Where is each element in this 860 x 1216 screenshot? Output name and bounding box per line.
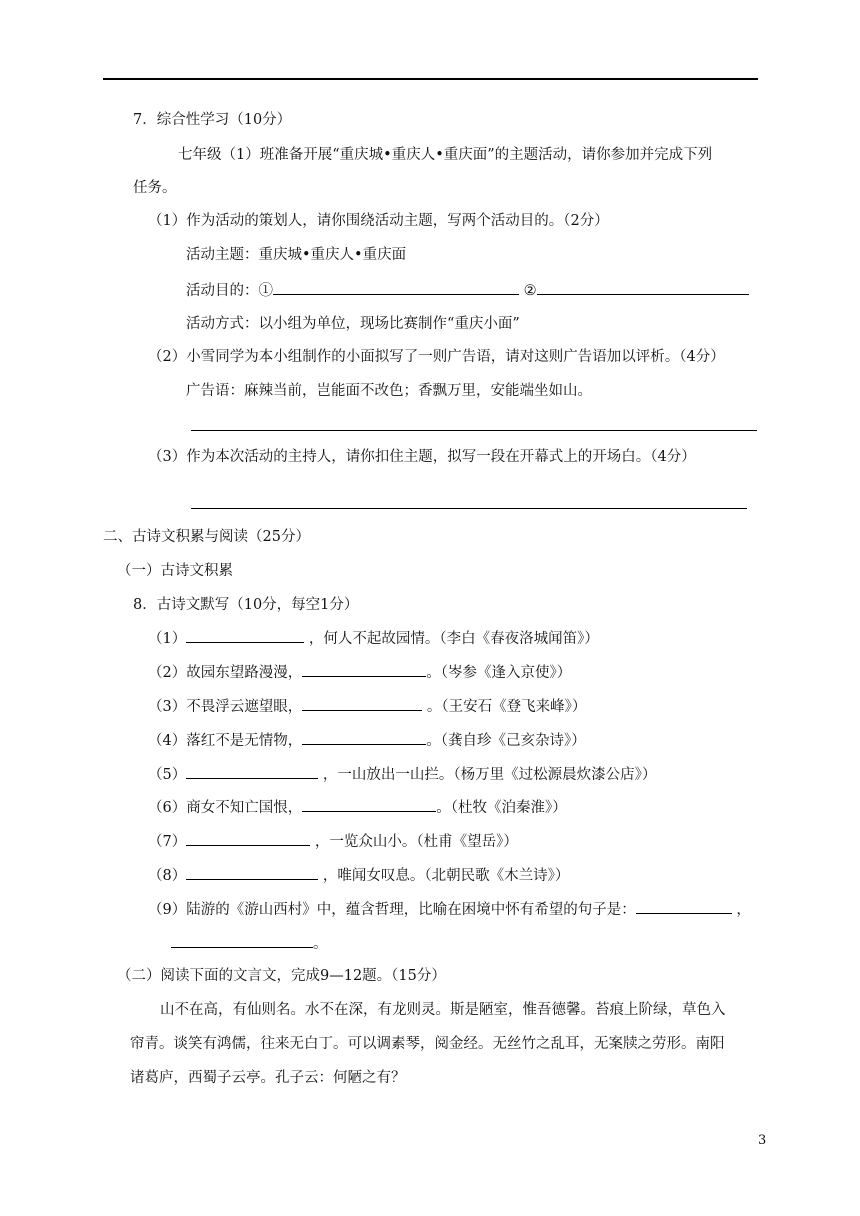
- purpose-2-marker: ②: [523, 283, 537, 299]
- activity-purpose-row: [186, 280, 749, 301]
- q7-intro-line2: 任务。: [133, 180, 177, 196]
- page-number: 3: [758, 1133, 767, 1148]
- subsection1-title: （一）古诗文积累: [117, 563, 233, 579]
- poem-item-8: （8） ，唯闻女叹息。（北朝民歌《木兰诗》）: [148, 865, 569, 886]
- poem-item-4: （4）落红不是无情物， 。（龚自珍《己亥杂诗》）: [148, 730, 586, 751]
- poem-item-9-cont: 。: [171, 933, 328, 954]
- q8-title: 8．古诗文默写（10分，每空1分）: [133, 597, 359, 613]
- q7-part3: （3）作为本次活动的主持人，请你扣住主题，拟写一段在开幕式上的开场白。（4分）: [148, 449, 696, 465]
- activity-theme: 活动主题：重庆城•重庆人•重庆面: [186, 247, 407, 263]
- subsection2-title: （二）阅读下面的文言文，完成9—12题。（15分）: [117, 968, 446, 984]
- q7-part1: （1）作为活动的策划人，请你围绕活动主题，写两个活动目的。（2分）: [148, 213, 609, 229]
- passage-line3: 诸葛庐，西蜀子云亭。孔子云：何陋之有？: [130, 1070, 406, 1086]
- passage-line1: 山不在高，有仙则名。水不在深，有龙则灵。斯是陋室，惟吾德馨。苔痕上阶绿，草色入: [160, 1002, 726, 1018]
- purpose-blank-2[interactable]: [537, 280, 749, 295]
- poem-blank-8[interactable]: [186, 865, 318, 880]
- poem-item-3: （3）不畏浮云遮望眼， 。（王安石《登飞来峰》）: [148, 696, 586, 717]
- answer-line-part3[interactable]: [191, 508, 747, 509]
- poem-item-6: （6）商女不知亡国恨， 。（杜牧《泊秦淮》）: [148, 797, 567, 818]
- poem-blank-3[interactable]: [302, 696, 422, 711]
- poem-blank-9a[interactable]: [636, 899, 732, 914]
- q7-title: 7．综合性学习（10分）: [133, 112, 292, 128]
- poem-blank-6[interactable]: [302, 797, 436, 812]
- poem-blank-9b[interactable]: [171, 933, 313, 948]
- header-rule: [103, 78, 758, 80]
- activity-method: 活动方式：以小组为单位，现场比赛制作“重庆小面”: [186, 316, 520, 332]
- poem-blank-4[interactable]: [302, 730, 426, 745]
- poem-blank-5[interactable]: [186, 764, 318, 779]
- q7-intro-line1: 七年级（1）班准备开展“重庆城•重庆人•重庆面”的主题活动，请你参加并完成下列: [178, 147, 713, 163]
- poem-item-5: （5） ，一山放出一山拦。（杨万里《过松源晨炊漆公店》）: [148, 764, 656, 785]
- poem-blank-1[interactable]: [186, 628, 304, 643]
- section2-title: 二、古诗文积累与阅读（25分）: [103, 529, 310, 545]
- poem-item-2: （2）故园东望路漫漫， 。（岑参《逢入京使》）: [148, 662, 571, 683]
- poem-item-9: （9）陆游的《游山西村》中，蕴含哲理，比喻在困境中怀有希望的句子是： ，: [148, 899, 751, 920]
- passage-line2: 帘青。谈笑有鸿儒，往来无白丁。可以调素琴，阅金经。无丝竹之乱耳，无案牍之劳形。南阳: [130, 1036, 725, 1052]
- purpose-label: 活动目的：①: [186, 283, 273, 299]
- poem-item-7: （7） ，一览众山小。（杜甫《望岳》）: [148, 831, 518, 852]
- answer-line-part2[interactable]: [191, 430, 757, 431]
- poem-blank-7[interactable]: [186, 831, 310, 846]
- poem-blank-2[interactable]: [302, 662, 426, 677]
- advertisement-text: 广告语：麻辣当前，岂能面不改色；香飘万里，安能端坐如山。: [186, 383, 592, 399]
- purpose-blank-1[interactable]: [273, 280, 519, 295]
- q7-part2: （2）小雪同学为本小组制作的小面拟写了一则广告语，请对这则广告语加以评析。（4分）: [148, 349, 725, 365]
- poem-item-1: （1） ，何人不起故园情。（李白《春夜洛城闻笛》）: [148, 628, 599, 649]
